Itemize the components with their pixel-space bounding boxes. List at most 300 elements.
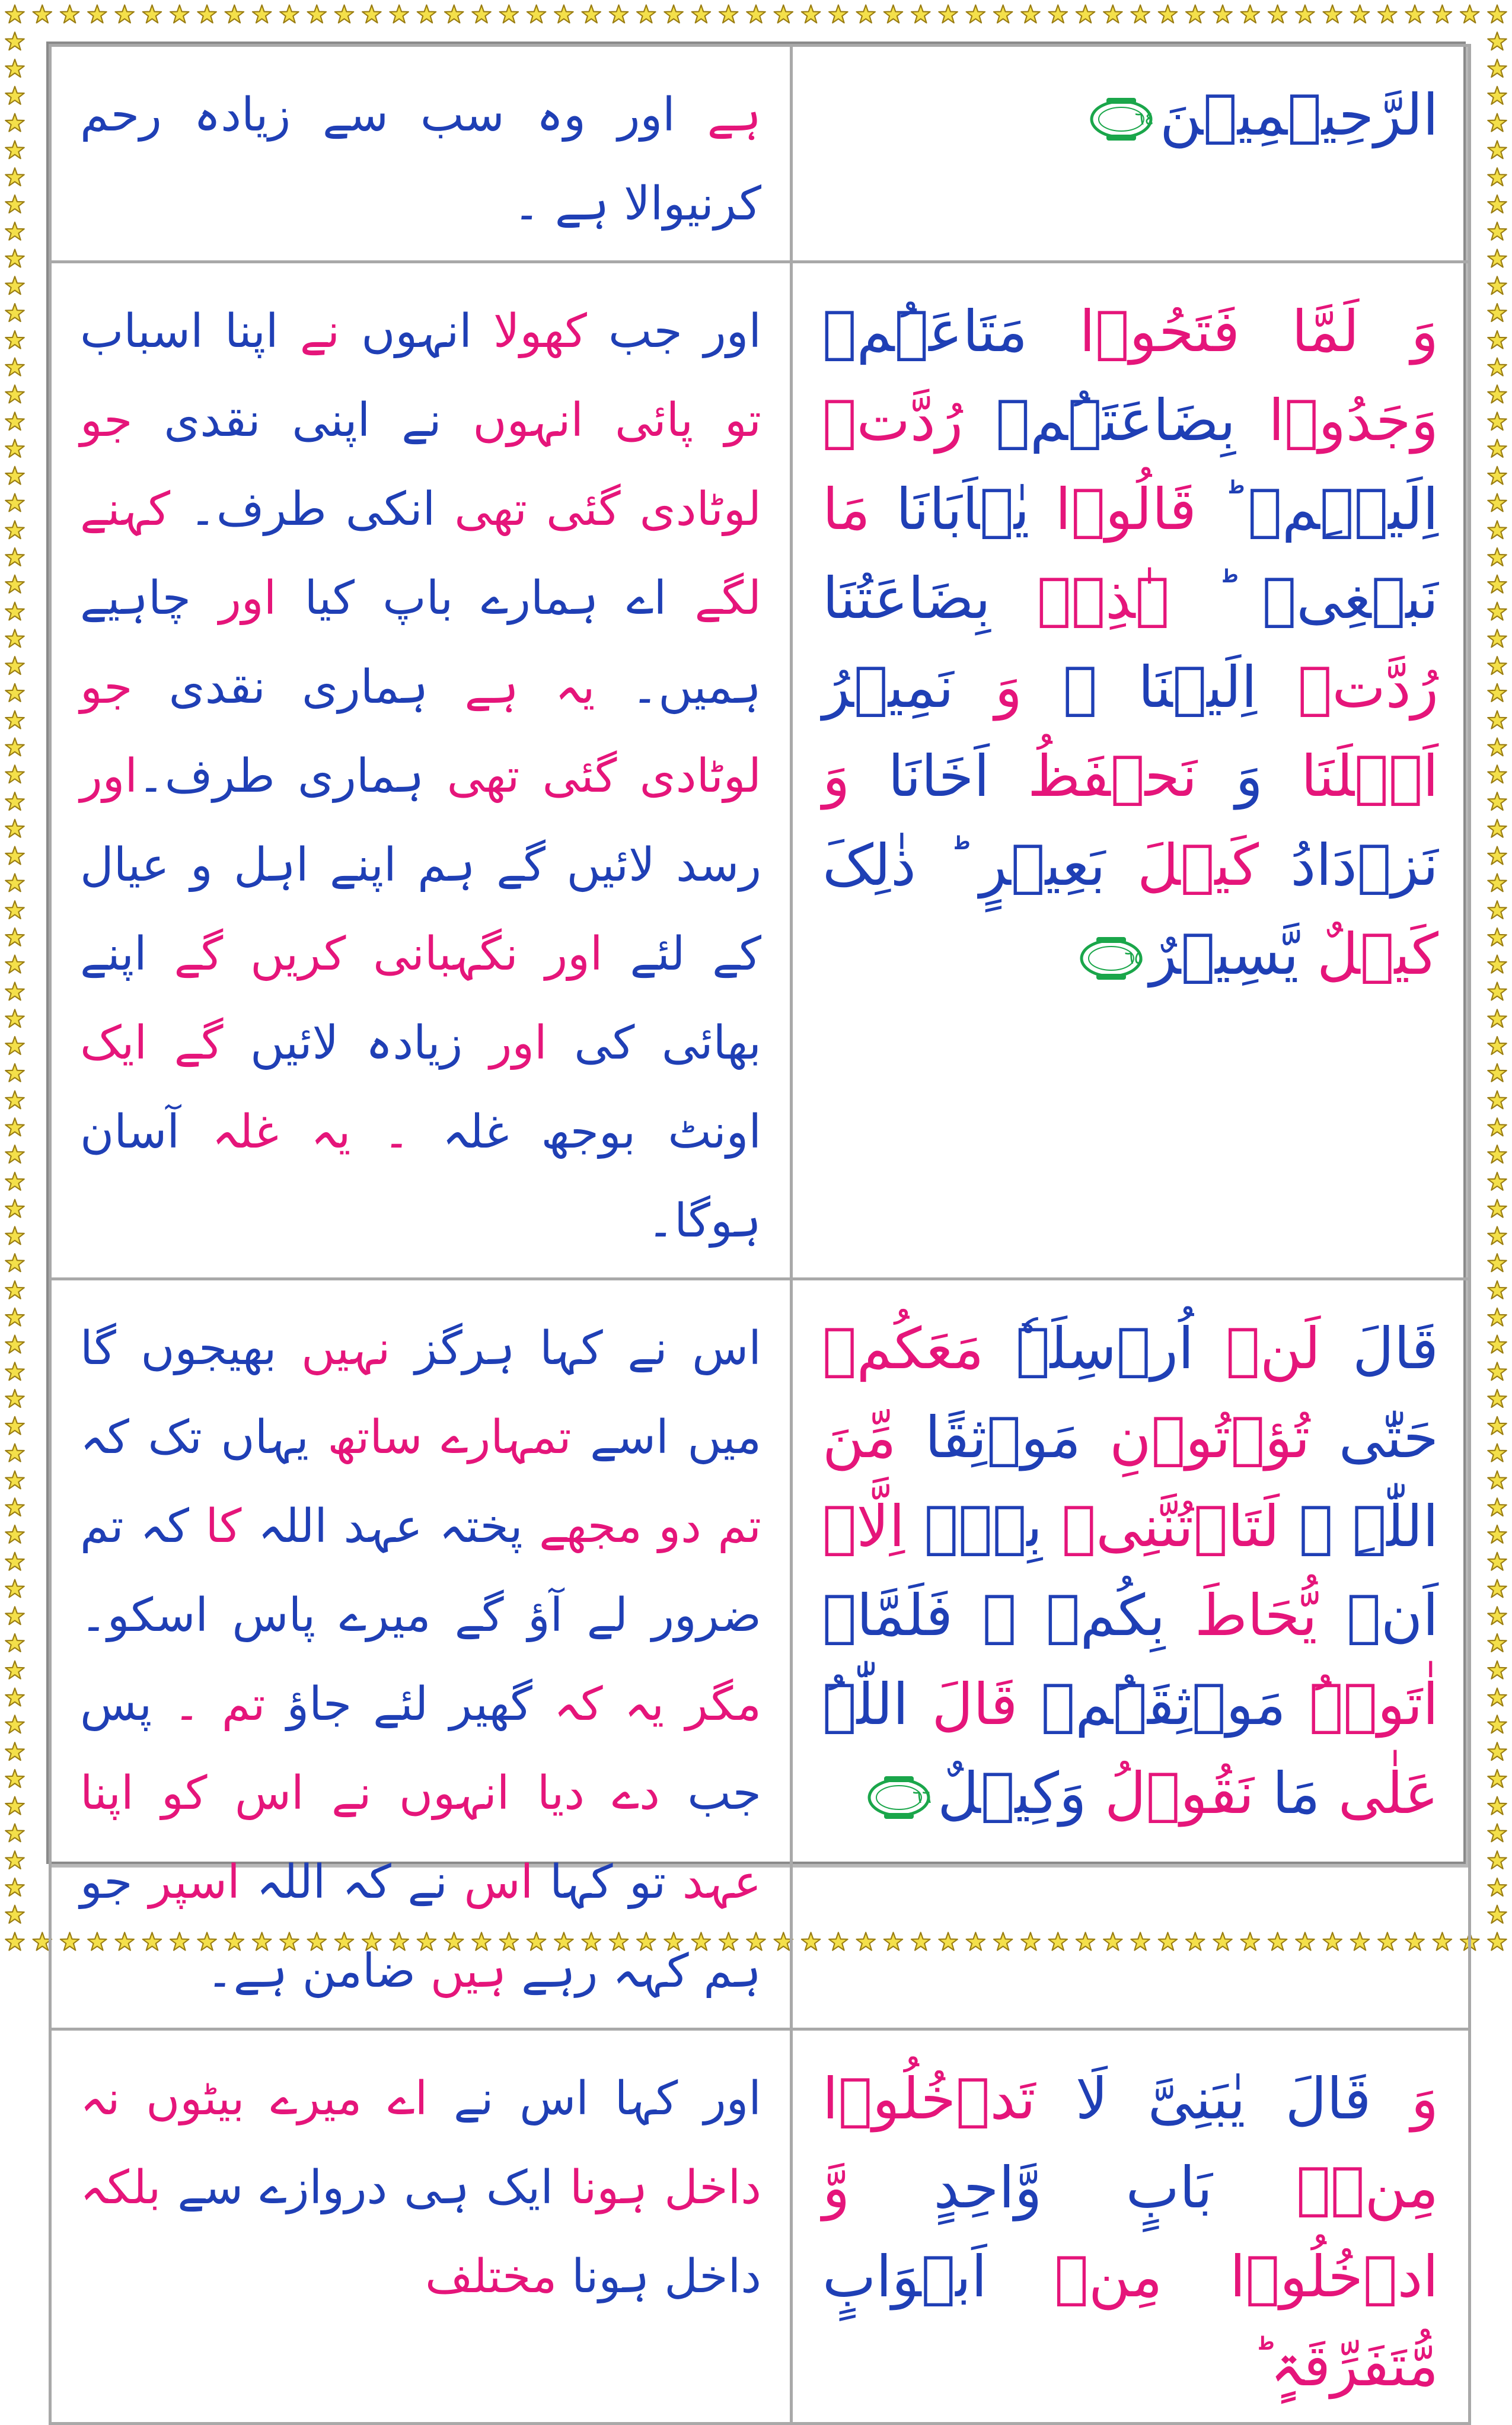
star-icon bbox=[1103, 5, 1122, 23]
arabic-segment: اللّٰہُ bbox=[822, 1671, 909, 1738]
star-icon bbox=[5, 385, 24, 403]
star-icon bbox=[1488, 1688, 1507, 1706]
star-icon bbox=[5, 1905, 24, 1923]
arabic-segment: اللّٰہِ ۚ bbox=[1280, 1493, 1439, 1560]
star-icon bbox=[1488, 358, 1507, 376]
urdu-segment: اللہ bbox=[240, 1856, 326, 1909]
star-icon bbox=[1488, 657, 1507, 674]
star-icon bbox=[1488, 1172, 1507, 1190]
star-icon bbox=[1076, 5, 1095, 23]
star-icon bbox=[1268, 5, 1287, 23]
star-icon bbox=[719, 5, 738, 23]
urdu-segment: ہیں bbox=[415, 1945, 507, 1998]
star-icon bbox=[1488, 1362, 1507, 1380]
star-icon bbox=[1488, 1661, 1507, 1679]
star-icon bbox=[5, 1444, 24, 1462]
star-icon bbox=[1488, 1579, 1507, 1597]
urdu-translation bbox=[80, 287, 761, 1266]
star-icon bbox=[1488, 276, 1507, 294]
arabic-segment: قَالُوۡا bbox=[1029, 476, 1197, 543]
arabic-segment: مَوۡثِقًا bbox=[896, 1404, 1081, 1471]
urdu-translation bbox=[80, 71, 761, 248]
star-icon bbox=[1488, 1091, 1507, 1108]
star-icon bbox=[5, 548, 24, 566]
star-icon bbox=[5, 1308, 24, 1326]
arabic-segment: الرَّحِیۡمِیۡنَ bbox=[1160, 82, 1438, 148]
star-icon bbox=[5, 114, 24, 132]
star-icon bbox=[1488, 1417, 1507, 1435]
star-icon bbox=[280, 5, 299, 23]
urdu-segment: اور bbox=[190, 572, 277, 625]
arabic-segment: یٰبَنِیَّ bbox=[1108, 2066, 1246, 2132]
arabic-segment: نَقُوۡلُ bbox=[1086, 1760, 1255, 1827]
urdu-segment: نے bbox=[278, 305, 340, 358]
urdu-segment: اور bbox=[462, 1016, 547, 1070]
star-icon bbox=[5, 711, 24, 729]
star-icon bbox=[88, 5, 107, 23]
urdu-segment: داخل ہونا bbox=[557, 2250, 761, 2303]
star-icon bbox=[5, 1254, 24, 1272]
star-icon bbox=[5, 493, 24, 511]
arabic-segment: تَدۡخُلُوۡا bbox=[822, 2066, 1036, 2132]
urdu-segment: انہوں bbox=[441, 394, 584, 447]
star-icon bbox=[5, 1634, 24, 1652]
star-icon bbox=[170, 5, 189, 23]
arabic-verse bbox=[822, 71, 1438, 160]
star-icon bbox=[5, 1009, 24, 1027]
urdu-segment: دیا انہوں نے اس کو اپنا عہد bbox=[80, 1767, 761, 1909]
star-icon bbox=[1351, 5, 1370, 23]
star-icon bbox=[5, 467, 24, 485]
ayah-number: ٦٦ bbox=[912, 1786, 932, 1808]
star-icon bbox=[5, 575, 24, 593]
arabic-segment: وَ bbox=[1197, 743, 1263, 810]
star-icon bbox=[1488, 141, 1507, 158]
urdu-segment: گئی تھی bbox=[424, 750, 617, 803]
arabic-segment: نَمِیۡرُ bbox=[822, 654, 954, 721]
star-icon bbox=[5, 331, 24, 349]
urdu-segment: ہے bbox=[707, 88, 761, 142]
urdu-segment: اس نے کہا ہرگز bbox=[390, 1322, 761, 1375]
star-icon bbox=[1488, 548, 1507, 566]
urdu-segment: پختہ عہد bbox=[327, 1500, 523, 1553]
arabic-segment: فَتَحُوۡا bbox=[1028, 298, 1240, 365]
urdu-segment: تمہارے ساتھ bbox=[308, 1411, 572, 1464]
star-icon bbox=[1488, 1200, 1507, 1218]
arabic-segment: نَحۡفَظُ bbox=[989, 743, 1198, 810]
star-icon bbox=[1488, 765, 1507, 783]
star-icon bbox=[1488, 331, 1507, 349]
star-icon bbox=[1488, 1118, 1507, 1136]
star-icon bbox=[5, 276, 24, 294]
arabic-segment: وَّاحِدٍ bbox=[850, 2155, 1042, 2221]
star-icon bbox=[1488, 1145, 1507, 1163]
star-icon bbox=[1488, 1471, 1507, 1489]
star-icon bbox=[1378, 5, 1397, 23]
verse-row bbox=[50, 262, 1470, 1279]
star-icon bbox=[5, 1417, 24, 1435]
star-icon bbox=[856, 5, 875, 23]
arabic-segment: مَا bbox=[1254, 1760, 1320, 1827]
star-icon bbox=[5, 358, 24, 376]
urdu-translation-cell bbox=[50, 262, 792, 1279]
star-icon bbox=[5, 1064, 24, 1082]
star-icon bbox=[1213, 5, 1232, 23]
urdu-segment: کھولا bbox=[471, 305, 587, 358]
urdu-segment: دے bbox=[585, 1767, 660, 1820]
star-icon bbox=[5, 5, 24, 23]
urdu-translation-cell bbox=[50, 1279, 792, 2029]
star-icon bbox=[1488, 1308, 1507, 1326]
star-icon bbox=[1488, 603, 1507, 620]
urdu-segment: تم ۔ bbox=[152, 1678, 266, 1731]
star-icon bbox=[1488, 1390, 1507, 1407]
star-icon bbox=[5, 59, 24, 77]
urdu-segment: اس bbox=[447, 1856, 534, 1909]
star-icon bbox=[1488, 820, 1507, 837]
star-icon bbox=[1488, 1498, 1507, 1516]
urdu-segment: مختلف bbox=[425, 2250, 557, 2303]
arabic-segment: حَتّٰی bbox=[1310, 1404, 1439, 1471]
urdu-segment: نگہبانی کریں bbox=[223, 928, 518, 981]
arabic-segment: بَعِیۡرٍ ؕ bbox=[916, 832, 1106, 898]
urdu-segment: اسکو۔ bbox=[80, 1589, 209, 1642]
star-icon bbox=[225, 5, 244, 23]
star-icon bbox=[5, 1172, 24, 1190]
star-icon bbox=[1433, 5, 1452, 23]
urdu-segment: اپنے اہل و عیال کے لئے bbox=[80, 839, 761, 981]
urdu-segment: اونٹ بوجھ غلہ bbox=[410, 1105, 762, 1159]
arabic-segment: نَزۡدَادُ bbox=[1259, 832, 1439, 898]
arabic-segment: مِنۡۢ bbox=[1213, 2155, 1439, 2221]
star-icon bbox=[1488, 249, 1507, 267]
star-icon bbox=[1488, 467, 1507, 485]
star-icon bbox=[1488, 792, 1507, 810]
arabic-segment: کَیۡلٌ bbox=[1299, 921, 1438, 987]
star-icon bbox=[5, 684, 24, 702]
urdu-segment: کہنے لگے bbox=[80, 483, 761, 625]
verse-row bbox=[50, 2029, 1470, 2424]
arabic-segment: تُؤۡتُوۡنِ bbox=[1080, 1404, 1310, 1471]
star-icon bbox=[1488, 1226, 1507, 1244]
star-icon bbox=[5, 738, 24, 756]
arabic-segment: اَنۡ bbox=[1317, 1582, 1438, 1649]
star-icon bbox=[5, 765, 24, 783]
star-icon bbox=[1488, 1037, 1507, 1054]
star-icon bbox=[1488, 87, 1507, 104]
urdu-segment: اپنا اسباب bbox=[80, 305, 279, 358]
arabic-segment: قَالَ bbox=[1320, 1315, 1439, 1382]
star-icon bbox=[1488, 1797, 1507, 1815]
star-icon bbox=[1488, 1742, 1507, 1760]
star-icon bbox=[5, 1281, 24, 1299]
star-icon bbox=[5, 1091, 24, 1108]
star-icon bbox=[5, 439, 24, 457]
arabic-segment: رُدَّتۡ bbox=[822, 387, 964, 454]
star-icon bbox=[884, 5, 903, 23]
arabic-segment: وَّ bbox=[822, 2155, 850, 2221]
arabic-segment: نَبۡغِیۡ ؕ bbox=[1169, 565, 1439, 632]
star-icon bbox=[5, 1851, 24, 1869]
star-icon bbox=[5, 1824, 24, 1841]
arabic-segment: مَا bbox=[822, 476, 870, 543]
urdu-segment: اور کہا اس نے bbox=[428, 2072, 761, 2126]
urdu-segment: بھیجوں گا میں اسے bbox=[80, 1322, 762, 1464]
urdu-segment: نہ داخل ہونا bbox=[80, 2072, 761, 2214]
star-icon bbox=[5, 874, 24, 891]
arabic-segment: بِضَاعَتَہُمۡ bbox=[963, 387, 1236, 454]
star-icon bbox=[5, 1390, 24, 1407]
arabic-segment: اٰتَوۡہُ bbox=[1285, 1671, 1439, 1738]
star-icon bbox=[610, 5, 629, 23]
arabic-segment: لَنۡ bbox=[1194, 1315, 1321, 1382]
urdu-translation bbox=[80, 1304, 761, 2016]
arabic-verse-cell bbox=[792, 262, 1470, 1279]
arabic-verse bbox=[822, 2054, 1438, 2410]
arabic-verse-cell bbox=[792, 2029, 1470, 2424]
star-icon bbox=[5, 792, 24, 810]
star-icon bbox=[362, 5, 381, 23]
urdu-segment: رسد لائیں گے ہم bbox=[396, 839, 761, 892]
star-icon bbox=[5, 222, 24, 240]
star-icon bbox=[253, 5, 272, 23]
star-icon bbox=[527, 5, 546, 23]
arabic-segment: مَعَکُمۡ bbox=[822, 1315, 984, 1382]
star-icon bbox=[1323, 5, 1342, 23]
arabic-segment: ذٰلِکَ bbox=[822, 832, 916, 898]
arabic-segment: بَابٍ bbox=[1042, 2155, 1213, 2221]
ayah-medallion-icon bbox=[1079, 935, 1144, 982]
star-icon bbox=[5, 1715, 24, 1733]
arabic-segment: قَالَ bbox=[1245, 2066, 1371, 2132]
star-icon bbox=[1488, 738, 1507, 756]
star-icon bbox=[664, 5, 683, 23]
urdu-segment: نے کہ bbox=[326, 1856, 448, 1909]
star-icon bbox=[5, 412, 24, 430]
arabic-segment: لَتَاۡتُنَّنِیۡ bbox=[1042, 1493, 1280, 1560]
arabic-verse bbox=[822, 1304, 1438, 1838]
star-icon bbox=[1488, 1905, 1507, 1923]
star-icon bbox=[500, 5, 519, 23]
star-icon bbox=[5, 1607, 24, 1624]
star-icon bbox=[1488, 1444, 1507, 1462]
urdu-segment: تم دو مجھے bbox=[522, 1500, 761, 1553]
arabic-segment: ہٰذِہٖ bbox=[990, 565, 1170, 632]
star-icon bbox=[1488, 1335, 1507, 1353]
star-icon bbox=[1488, 629, 1507, 647]
arabic-segment: یَّسِیۡرٌ bbox=[1149, 921, 1299, 987]
urdu-translation-cell bbox=[50, 2029, 792, 2424]
urdu-translation-cell bbox=[50, 46, 792, 262]
urdu-segment: طرف۔ bbox=[170, 483, 327, 536]
urdu-segment: مگر یہ کہ bbox=[532, 1678, 761, 1731]
arabic-segment: اَخَانَا bbox=[850, 743, 990, 810]
arabic-segment: وَکِیۡلٌ bbox=[937, 1760, 1087, 1827]
urdu-segment: کا bbox=[189, 1500, 242, 1553]
star-icon bbox=[5, 1742, 24, 1760]
star-icon bbox=[1488, 1009, 1507, 1027]
arabic-segment: یٰۤاَبَانَا bbox=[870, 476, 1030, 543]
arabic-segment: قَالَ bbox=[908, 1671, 1018, 1738]
ayah-medallion-icon bbox=[866, 1774, 932, 1821]
star-icon bbox=[5, 1145, 24, 1163]
arabic-segment: مُّتَفَرِّقَۃٍ ؕ bbox=[1252, 2332, 1438, 2399]
urdu-segment: تو کہا bbox=[533, 1856, 666, 1909]
star-icon bbox=[5, 603, 24, 620]
star-icon bbox=[1488, 1525, 1507, 1543]
urdu-segment: ایک ہی دروازے سے bbox=[161, 2161, 554, 2214]
star-icon bbox=[335, 5, 354, 23]
arabic-segment: مَوۡثِقَہُمۡ bbox=[1017, 1671, 1286, 1738]
verse-table bbox=[49, 44, 1471, 2425]
arabic-segment: کَیۡلَ bbox=[1105, 832, 1259, 898]
star-icon bbox=[1488, 1878, 1507, 1896]
arabic-segment: بِضَاعَتُنَا bbox=[822, 565, 991, 632]
star-icon bbox=[445, 5, 464, 23]
star-icon bbox=[1186, 5, 1205, 23]
star-icon bbox=[1488, 901, 1507, 919]
star-icon bbox=[5, 1118, 24, 1136]
arabic-verse-cell bbox=[792, 1279, 1470, 2029]
arabic-segment: اِلَیۡنَا ۚ bbox=[1022, 654, 1258, 721]
star-icon bbox=[115, 5, 134, 23]
star-icon bbox=[5, 1200, 24, 1218]
star-icon bbox=[1488, 59, 1507, 77]
star-icon bbox=[5, 1797, 24, 1815]
urdu-segment: پس جب bbox=[80, 1678, 762, 1820]
star-icon bbox=[1488, 1933, 1507, 1951]
star-icon bbox=[5, 304, 24, 321]
star-icon bbox=[5, 955, 24, 973]
urdu-segment: اپنے بھائی کی bbox=[80, 928, 761, 1070]
star-icon bbox=[829, 5, 848, 23]
verse-row bbox=[50, 1279, 1470, 2029]
urdu-segment: آسان ہوگا۔ bbox=[80, 1105, 761, 1248]
star-icon bbox=[911, 5, 930, 23]
star-icon bbox=[5, 1553, 24, 1570]
star-icon bbox=[417, 5, 436, 23]
arabic-verse bbox=[822, 287, 1438, 999]
ayah-number: ٦٥ bbox=[1124, 947, 1144, 968]
urdu-segment: اور جب bbox=[586, 305, 761, 358]
star-icon bbox=[5, 1037, 24, 1054]
star-icon bbox=[1488, 874, 1507, 891]
star-icon bbox=[939, 5, 958, 23]
urdu-segment: ہماری طرف۔ bbox=[138, 750, 425, 803]
star-icon bbox=[33, 5, 52, 23]
urdu-translation bbox=[80, 2054, 761, 2321]
star-icon bbox=[1488, 575, 1507, 593]
arabic-segment: وَ لَمَّا bbox=[1240, 298, 1439, 365]
star-icon bbox=[1488, 982, 1507, 1000]
star-icon bbox=[5, 1579, 24, 1597]
star-icon bbox=[472, 5, 491, 23]
star-icon bbox=[1488, 195, 1507, 213]
star-icon bbox=[1488, 493, 1507, 511]
urdu-segment: اور bbox=[80, 750, 138, 803]
star-icon bbox=[1488, 168, 1507, 186]
star-icon bbox=[60, 5, 79, 23]
star-icon bbox=[1131, 5, 1150, 23]
arabic-segment: اَہۡلَنَا bbox=[1262, 743, 1439, 810]
urdu-segment: اور وہ سب سے زیادہ رحم کرنیوالا ہے ۔ bbox=[80, 88, 761, 231]
urdu-segment: اللہ bbox=[241, 1500, 327, 1553]
star-icon bbox=[308, 5, 327, 23]
arabic-segment: لَا bbox=[1035, 2066, 1108, 2132]
star-icon bbox=[197, 5, 216, 23]
star-icon bbox=[1488, 684, 1507, 702]
star-icon bbox=[1488, 1553, 1507, 1570]
star-icon bbox=[1488, 385, 1507, 403]
star-icon bbox=[1488, 1851, 1507, 1869]
star-icon bbox=[5, 982, 24, 1000]
star-icon bbox=[5, 195, 24, 213]
star-icon bbox=[1488, 1634, 1507, 1652]
star-icon bbox=[774, 5, 793, 23]
star-icon bbox=[5, 249, 24, 267]
star-icon bbox=[5, 820, 24, 837]
star-icon bbox=[1049, 5, 1068, 23]
star-icon bbox=[994, 5, 1013, 23]
star-icon bbox=[747, 5, 765, 23]
star-icon bbox=[5, 1498, 24, 1516]
star-icon bbox=[5, 1471, 24, 1489]
urdu-segment: اے میرے بیٹوں bbox=[120, 2072, 428, 2126]
arabic-segment: وَجَدُوۡا bbox=[1235, 387, 1438, 454]
star-icon bbox=[554, 5, 573, 23]
arabic-segment: بِکُمۡ ۚ bbox=[953, 1582, 1166, 1649]
arabic-segment: بِہٖۤ bbox=[905, 1493, 1043, 1560]
urdu-segment: ضامن ہے۔ bbox=[206, 1945, 416, 1998]
urdu-segment: نے bbox=[370, 394, 442, 447]
arabic-segment: عَلٰی bbox=[1320, 1760, 1438, 1827]
star-icon bbox=[5, 1525, 24, 1543]
arabic-segment: مِنۡ bbox=[987, 2244, 1163, 2310]
star-icon bbox=[5, 1661, 24, 1679]
urdu-segment: کہ تم ضرور لے آؤ گے میرے پاس bbox=[80, 1500, 761, 1642]
star-icon bbox=[966, 5, 985, 23]
arabic-segment: وَ bbox=[822, 743, 850, 810]
star-icon bbox=[1488, 412, 1507, 430]
star-icon bbox=[5, 847, 24, 865]
star-icon bbox=[692, 5, 711, 23]
star-icon bbox=[5, 1335, 24, 1353]
star-icon bbox=[1488, 222, 1507, 240]
star-icon bbox=[5, 657, 24, 674]
urdu-segment: چاہیے ہمیں۔ bbox=[80, 572, 761, 714]
arabic-segment: مِّنَ bbox=[822, 1404, 897, 1471]
star-icon bbox=[802, 5, 821, 23]
arabic-segment: وَ bbox=[1371, 2066, 1439, 2132]
star-icon bbox=[1296, 5, 1315, 23]
star-icon bbox=[5, 1226, 24, 1244]
star-icon bbox=[1488, 1254, 1507, 1272]
star-icon bbox=[5, 87, 24, 104]
arabic-segment: فَلَمَّاۤ bbox=[822, 1582, 953, 1649]
star-icon bbox=[1488, 1770, 1507, 1787]
arabic-verse-cell bbox=[792, 46, 1470, 262]
arabic-segment: یُّحَاطَ bbox=[1165, 1582, 1318, 1649]
star-icon bbox=[5, 521, 24, 538]
star-icon bbox=[1488, 1281, 1507, 1299]
urdu-segment: انہوں bbox=[340, 305, 472, 358]
star-icon bbox=[1488, 928, 1507, 946]
arabic-segment: وَ bbox=[953, 654, 1022, 721]
star-icon bbox=[1488, 955, 1507, 973]
star-icon bbox=[1488, 1715, 1507, 1733]
urdu-segment: اسپر bbox=[132, 1856, 240, 1909]
star-icon bbox=[5, 1362, 24, 1380]
